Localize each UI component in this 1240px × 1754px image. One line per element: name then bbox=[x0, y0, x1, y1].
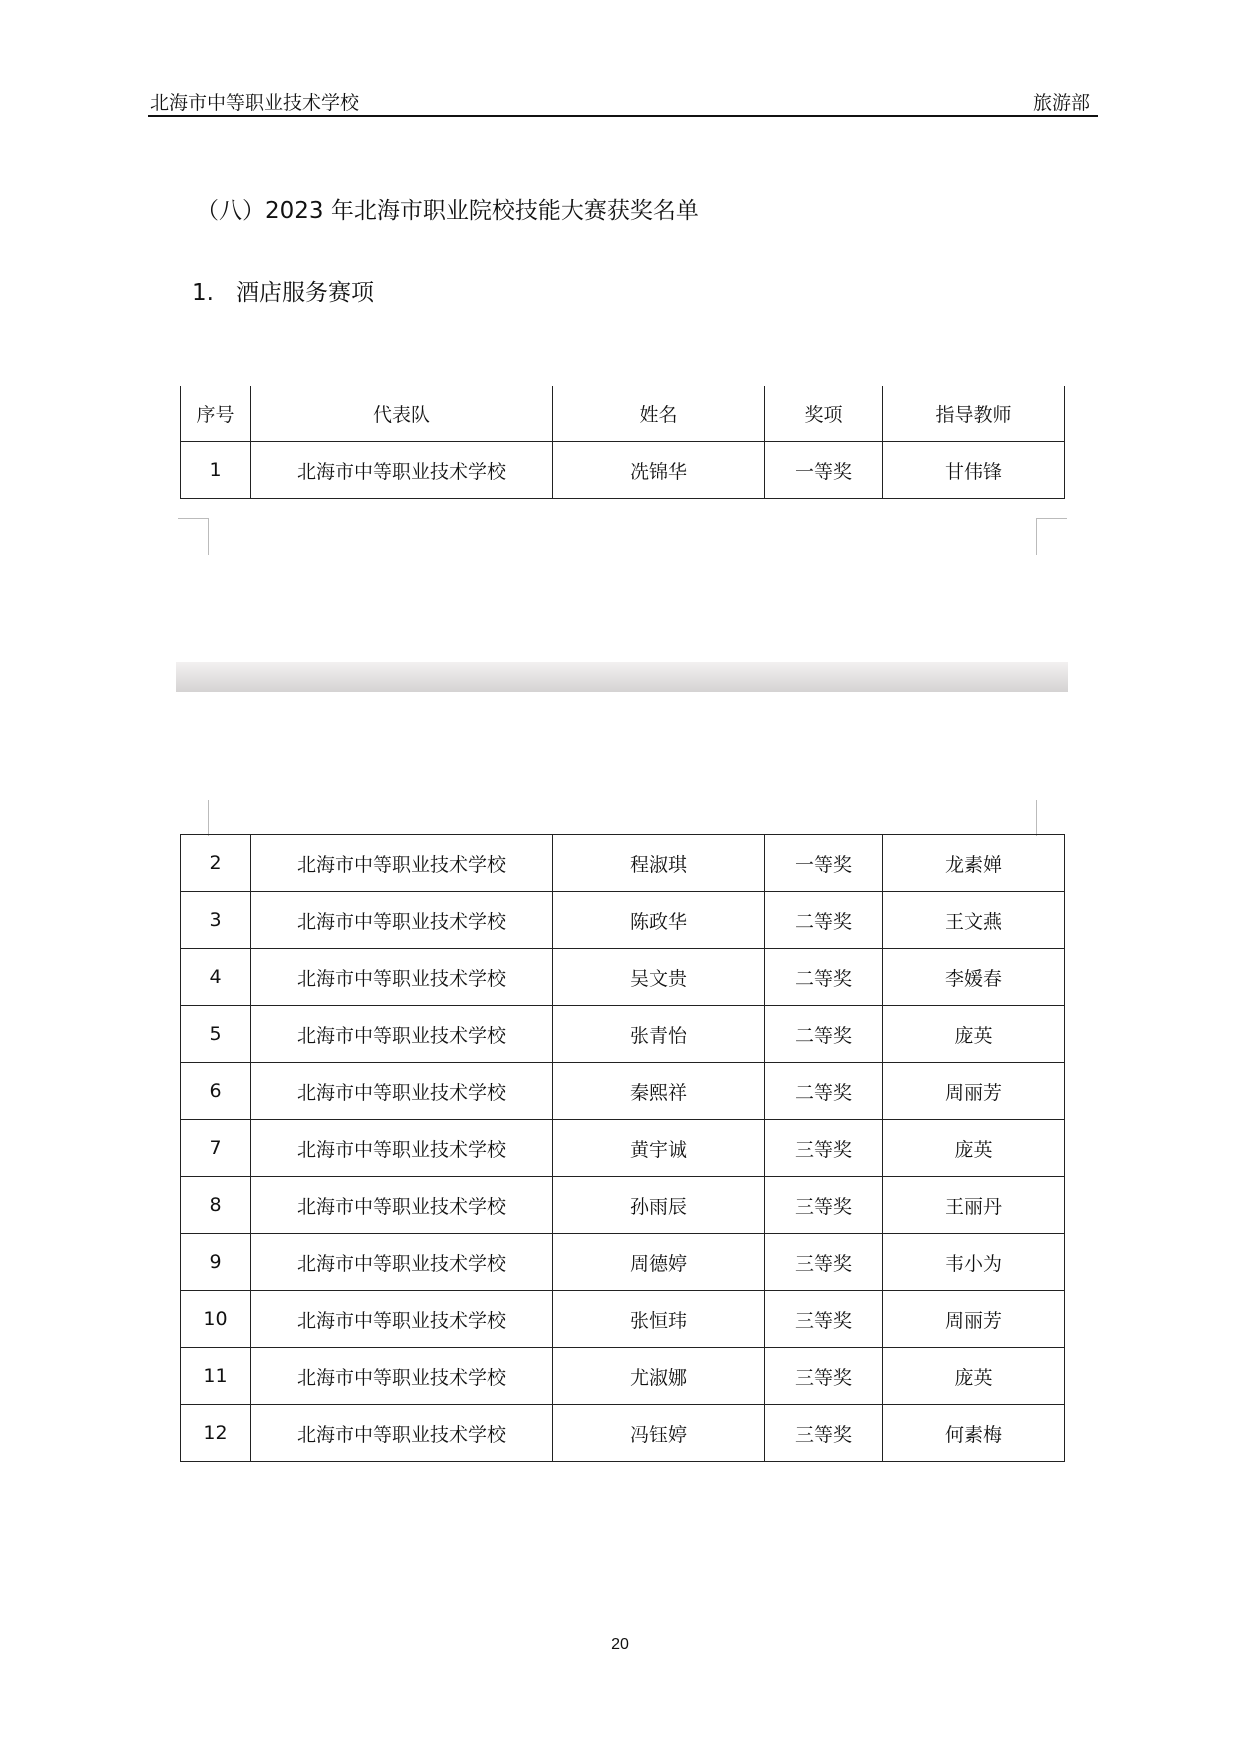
cell-name: 张青怡 bbox=[553, 1006, 765, 1063]
column-header-index: 序号 bbox=[181, 386, 251, 442]
cell-instructor: 龙素婵 bbox=[883, 835, 1065, 892]
cell-instructor: 王丽丹 bbox=[883, 1177, 1065, 1234]
cell-name: 孙雨辰 bbox=[553, 1177, 765, 1234]
cell-award: 三等奖 bbox=[765, 1348, 883, 1405]
table-row bbox=[181, 1006, 1065, 1063]
cell-award: 三等奖 bbox=[765, 1120, 883, 1177]
cell-award: 二等奖 bbox=[765, 1006, 883, 1063]
cell-instructor: 韦小为 bbox=[883, 1234, 1065, 1291]
cell-index: 6 bbox=[181, 1063, 251, 1120]
cell-index: 11 bbox=[181, 1348, 251, 1405]
page-corner-mark bbox=[1036, 518, 1067, 555]
column-header-name: 姓名 bbox=[553, 386, 765, 442]
cell-award: 三等奖 bbox=[765, 1234, 883, 1291]
cell-name: 秦熙祥 bbox=[553, 1063, 765, 1120]
cell-name: 冼锦华 bbox=[553, 442, 765, 499]
cell-award: 二等奖 bbox=[765, 892, 883, 949]
cell-name: 尤淑娜 bbox=[553, 1348, 765, 1405]
section-title: （八）2023 年北海市职业院校技能大赛获奖名单 bbox=[196, 198, 699, 224]
page-corner-mark bbox=[1036, 800, 1067, 836]
cell-index: 1 bbox=[181, 442, 251, 499]
cell-name: 周德婷 bbox=[553, 1234, 765, 1291]
cell-name: 冯钰婷 bbox=[553, 1405, 765, 1462]
table-row bbox=[181, 1234, 1065, 1291]
table-row bbox=[181, 442, 1065, 499]
header-department: 旅游部 bbox=[1032, 92, 1090, 114]
cell-team: 北海市中等职业技术学校 bbox=[251, 835, 553, 892]
cell-award: 一等奖 bbox=[765, 442, 883, 499]
table-row bbox=[181, 892, 1065, 949]
cell-name: 黄宇诚 bbox=[553, 1120, 765, 1177]
table-row bbox=[181, 1177, 1065, 1234]
cell-index: 5 bbox=[181, 1006, 251, 1063]
table-row bbox=[181, 949, 1065, 1006]
column-header-award: 奖项 bbox=[765, 386, 883, 442]
table-row bbox=[181, 1120, 1065, 1177]
cell-instructor: 庞英 bbox=[883, 1120, 1065, 1177]
table-row bbox=[181, 1348, 1065, 1405]
cell-team: 北海市中等职业技术学校 bbox=[251, 892, 553, 949]
cell-instructor: 甘伟锋 bbox=[883, 442, 1065, 499]
cell-name: 张恒玮 bbox=[553, 1291, 765, 1348]
cell-name: 吴文贵 bbox=[553, 949, 765, 1006]
page-corner-mark bbox=[178, 518, 209, 555]
cell-team: 北海市中等职业技术学校 bbox=[251, 1291, 553, 1348]
cell-index: 2 bbox=[181, 835, 251, 892]
header-divider bbox=[148, 115, 1098, 117]
cell-index: 12 bbox=[181, 1405, 251, 1462]
cell-award: 三等奖 bbox=[765, 1177, 883, 1234]
cell-award: 二等奖 bbox=[765, 1063, 883, 1120]
cell-instructor: 李媛春 bbox=[883, 949, 1065, 1006]
cell-index: 10 bbox=[181, 1291, 251, 1348]
award-table-part-2 bbox=[180, 834, 1065, 1462]
column-header-instructor: 指导教师 bbox=[883, 386, 1065, 442]
cell-award: 三等奖 bbox=[765, 1291, 883, 1348]
table-header-row bbox=[181, 386, 1065, 442]
cell-instructor: 周丽芳 bbox=[883, 1063, 1065, 1120]
cell-index: 8 bbox=[181, 1177, 251, 1234]
column-header-team: 代表队 bbox=[251, 386, 553, 442]
cell-team: 北海市中等职业技术学校 bbox=[251, 949, 553, 1006]
award-table-part-1 bbox=[180, 386, 1065, 499]
table-row bbox=[181, 835, 1065, 892]
subsection-title bbox=[192, 274, 374, 307]
table-row bbox=[181, 1291, 1065, 1348]
cell-team: 北海市中等职业技术学校 bbox=[251, 1177, 553, 1234]
cell-index: 9 bbox=[181, 1234, 251, 1291]
header-school-name: 北海市中等职业技术学校 bbox=[150, 92, 360, 114]
cell-index: 3 bbox=[181, 892, 251, 949]
cell-team: 北海市中等职业技术学校 bbox=[251, 442, 553, 499]
cell-index: 7 bbox=[181, 1120, 251, 1177]
table-row bbox=[181, 1405, 1065, 1462]
cell-team: 北海市中等职业技术学校 bbox=[251, 1348, 553, 1405]
cell-index: 4 bbox=[181, 949, 251, 1006]
cell-award: 三等奖 bbox=[765, 1405, 883, 1462]
subsection-number: 1. bbox=[192, 280, 214, 306]
cell-team: 北海市中等职业技术学校 bbox=[251, 1405, 553, 1462]
page-number: 20 bbox=[611, 1636, 629, 1653]
cell-instructor: 周丽芳 bbox=[883, 1291, 1065, 1348]
table-row bbox=[181, 1063, 1065, 1120]
cell-instructor: 王文燕 bbox=[883, 892, 1065, 949]
cell-instructor: 何素梅 bbox=[883, 1405, 1065, 1462]
page-break-separator bbox=[176, 662, 1068, 692]
subsection-label: 酒店服务赛项 bbox=[236, 280, 374, 306]
cell-name: 程淑琪 bbox=[553, 835, 765, 892]
cell-name: 陈政华 bbox=[553, 892, 765, 949]
cell-team: 北海市中等职业技术学校 bbox=[251, 1120, 553, 1177]
cell-award: 一等奖 bbox=[765, 835, 883, 892]
cell-team: 北海市中等职业技术学校 bbox=[251, 1063, 553, 1120]
cell-instructor: 庞英 bbox=[883, 1348, 1065, 1405]
cell-instructor: 庞英 bbox=[883, 1006, 1065, 1063]
cell-award: 二等奖 bbox=[765, 949, 883, 1006]
page-corner-mark bbox=[178, 800, 209, 836]
cell-team: 北海市中等职业技术学校 bbox=[251, 1234, 553, 1291]
cell-team: 北海市中等职业技术学校 bbox=[251, 1006, 553, 1063]
